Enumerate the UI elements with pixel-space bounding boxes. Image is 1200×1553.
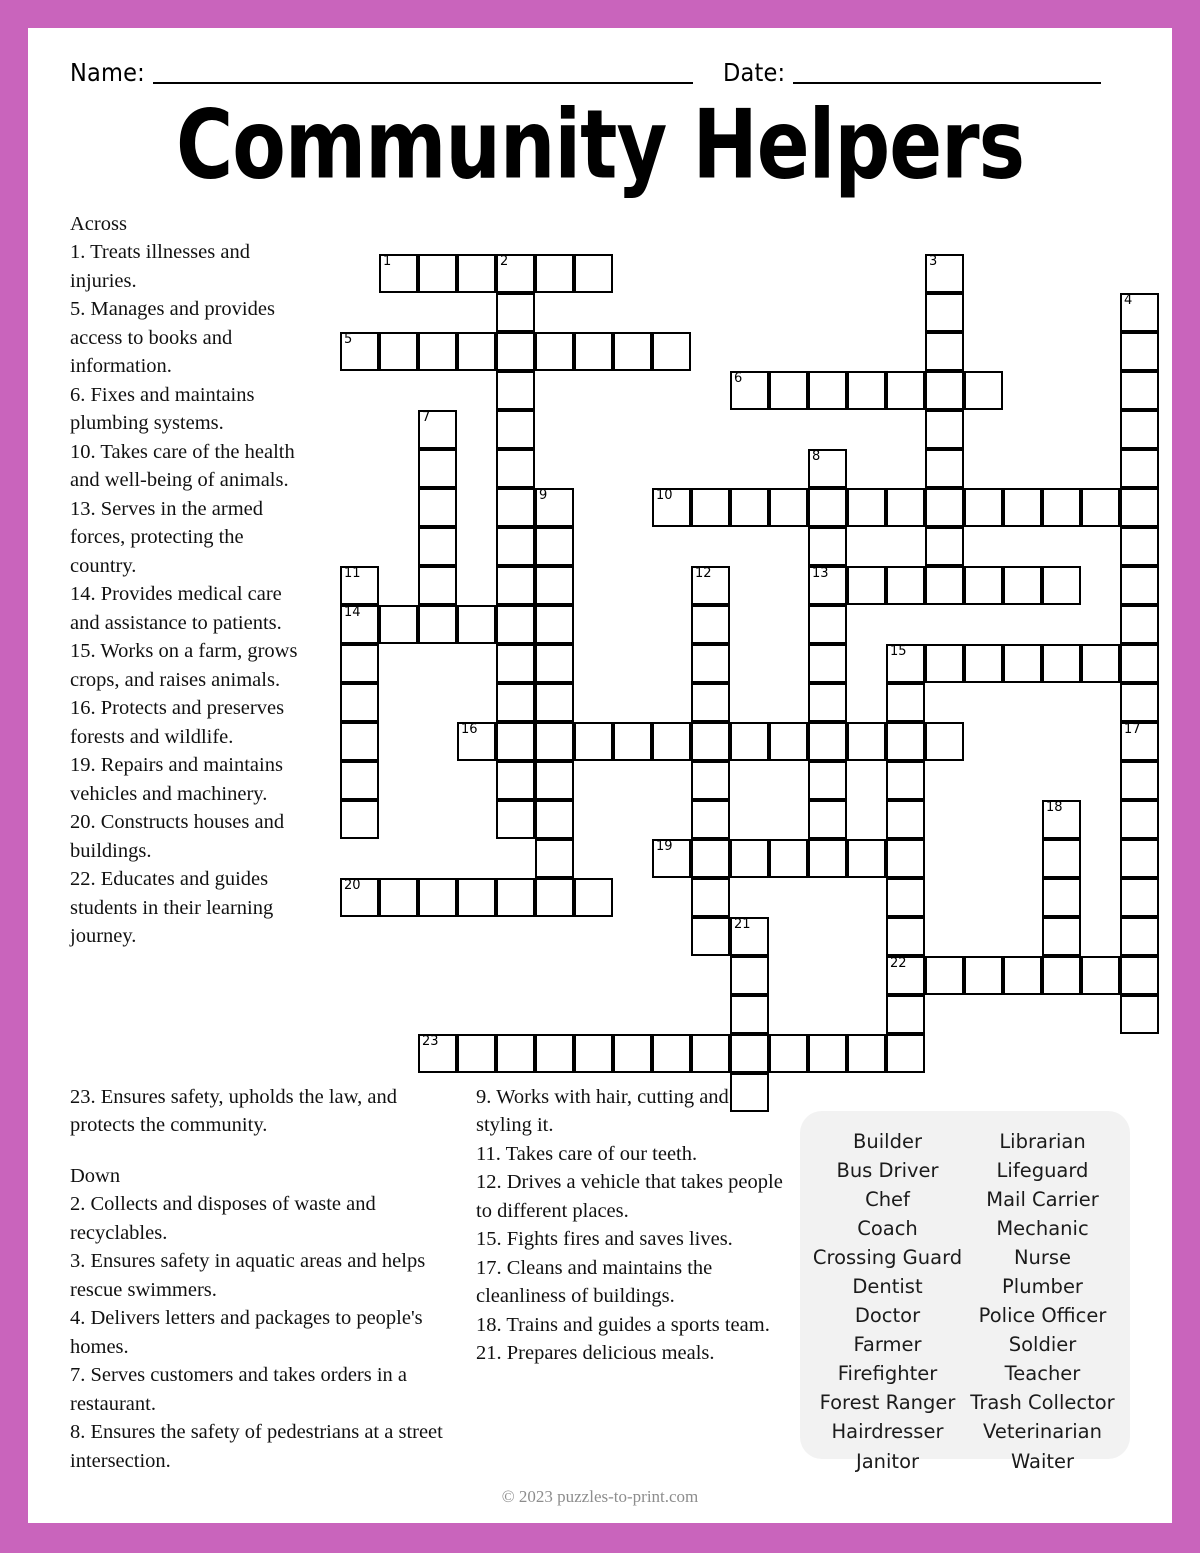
crossword-cell[interactable] bbox=[925, 254, 964, 293]
crossword-cell-number: 20 bbox=[344, 878, 361, 893]
crossword-cell[interactable] bbox=[769, 488, 808, 527]
crossword-cell[interactable] bbox=[613, 722, 652, 761]
crossword-cell[interactable] bbox=[535, 254, 574, 293]
crossword-cell[interactable] bbox=[730, 995, 769, 1034]
crossword-cell[interactable] bbox=[379, 605, 418, 644]
across-clue: 13. Serves in the armed forces, protecting the country. bbox=[70, 497, 263, 577]
crossword-cell[interactable] bbox=[886, 839, 925, 878]
crossword-cell[interactable] bbox=[769, 1034, 808, 1073]
crossword-cell[interactable] bbox=[535, 761, 574, 800]
crossword-cell[interactable] bbox=[886, 371, 925, 410]
crossword-cell[interactable] bbox=[808, 1034, 847, 1073]
crossword-cell[interactable] bbox=[925, 332, 964, 371]
crossword-cell[interactable] bbox=[418, 449, 457, 488]
word-bank-item: Teacher bbox=[1004, 1362, 1081, 1386]
crossword-cell[interactable] bbox=[535, 683, 574, 722]
crossword-cell[interactable] bbox=[925, 956, 964, 995]
word-bank-item: Coach bbox=[857, 1217, 918, 1241]
down-clue: 4. Delivers letters and packages to people's homes. bbox=[70, 1307, 423, 1358]
crossword-cell[interactable] bbox=[730, 722, 769, 761]
crossword-cell[interactable] bbox=[379, 254, 418, 293]
crossword-cell[interactable] bbox=[691, 722, 730, 761]
word-bank-item: Soldier bbox=[1008, 1333, 1077, 1357]
crossword-cell[interactable] bbox=[808, 644, 847, 683]
name-input-line[interactable] bbox=[153, 82, 693, 84]
crossword-cell-number: 18 bbox=[1046, 800, 1063, 815]
down-clue: 7. Serves customers and takes orders in a restaurant. bbox=[70, 1364, 408, 1415]
crossword-cell[interactable] bbox=[652, 1034, 691, 1073]
crossword-cell[interactable] bbox=[1120, 878, 1159, 917]
crossword-cell[interactable] bbox=[691, 566, 730, 605]
crossword-cell[interactable] bbox=[1081, 956, 1120, 995]
crossword-cell[interactable] bbox=[886, 917, 925, 956]
crossword-cell[interactable] bbox=[496, 644, 535, 683]
crossword-cell[interactable] bbox=[964, 644, 1003, 683]
crossword-cell[interactable] bbox=[1120, 605, 1159, 644]
word-bank-item: Janitor bbox=[855, 1449, 920, 1473]
crossword-cell[interactable] bbox=[886, 644, 925, 683]
across-clue: 20. Constructs houses and buildings. bbox=[70, 811, 285, 862]
word-bank-item: Police Officer bbox=[978, 1304, 1107, 1328]
crossword-cell[interactable] bbox=[1042, 800, 1081, 839]
crossword-cell[interactable] bbox=[691, 800, 730, 839]
crossword-cell-number: 19 bbox=[656, 839, 673, 854]
crossword-cell[interactable] bbox=[1120, 488, 1159, 527]
crossword-cell[interactable] bbox=[379, 332, 418, 371]
crossword-cell[interactable] bbox=[964, 488, 1003, 527]
crossword-cell[interactable] bbox=[691, 917, 730, 956]
crossword-cell-number: 12 bbox=[695, 566, 712, 581]
crossword-cell[interactable] bbox=[496, 605, 535, 644]
word-bank-item: Nurse bbox=[1013, 1246, 1072, 1270]
crossword-cell[interactable] bbox=[808, 371, 847, 410]
crossword-cell[interactable] bbox=[1120, 839, 1159, 878]
word-bank-item: Plumber bbox=[1002, 1275, 1083, 1299]
crossword-cell[interactable] bbox=[886, 956, 925, 995]
crossword-cell[interactable] bbox=[730, 917, 769, 956]
crossword-cell[interactable] bbox=[1003, 566, 1042, 605]
crossword-cell[interactable] bbox=[496, 566, 535, 605]
crossword-cell[interactable] bbox=[457, 722, 496, 761]
down-clues-list-primary bbox=[70, 1083, 460, 1475]
crossword-cell[interactable] bbox=[652, 839, 691, 878]
crossword-cell[interactable] bbox=[340, 605, 379, 644]
name-label: Name: bbox=[70, 58, 145, 87]
crossword-cell[interactable] bbox=[1042, 878, 1081, 917]
word-bank-column-1 bbox=[810, 1127, 965, 1473]
crossword-cell[interactable] bbox=[496, 293, 535, 332]
down-clue: 9. Works with hair, cutting and styling it. bbox=[476, 1086, 729, 1137]
crossword-cell[interactable] bbox=[1120, 527, 1159, 566]
word-bank-item: Mechanic bbox=[996, 1217, 1089, 1241]
crossword-cell[interactable] bbox=[691, 1034, 730, 1073]
word-bank-item: Bus Driver bbox=[836, 1159, 939, 1183]
crossword-cell[interactable] bbox=[808, 800, 847, 839]
crossword-cell[interactable] bbox=[418, 566, 457, 605]
word-bank-item: Crossing Guard bbox=[812, 1246, 963, 1270]
crossword-cell-number: 13 bbox=[812, 566, 829, 581]
crossword-cell-number: 5 bbox=[344, 332, 353, 347]
down-clue: 21. Prepares delicious meals. bbox=[476, 1342, 715, 1365]
crossword-cell[interactable] bbox=[340, 761, 379, 800]
crossword-cell[interactable] bbox=[769, 371, 808, 410]
word-bank-item: Hairdresser bbox=[831, 1420, 944, 1444]
down-clue: 8. Ensures the safety of pedestrians at a street intersection. bbox=[70, 1421, 443, 1472]
crossword-grid[interactable] bbox=[312, 226, 1172, 1056]
crossword-cell[interactable] bbox=[418, 410, 457, 449]
crossword-cell-number: 23 bbox=[422, 1034, 439, 1049]
crossword-cell[interactable] bbox=[886, 995, 925, 1034]
crossword-cell[interactable] bbox=[1120, 371, 1159, 410]
crossword-cell[interactable] bbox=[457, 878, 496, 917]
date-label: Date: bbox=[722, 58, 786, 87]
crossword-cell[interactable] bbox=[925, 644, 964, 683]
crossword-cell[interactable] bbox=[925, 293, 964, 332]
crossword-cell[interactable] bbox=[925, 527, 964, 566]
down-heading: Down bbox=[70, 1164, 121, 1187]
crossword-cell[interactable] bbox=[1120, 722, 1159, 761]
word-bank-item: Dentist bbox=[852, 1275, 923, 1299]
crossword-cell[interactable] bbox=[535, 644, 574, 683]
crossword-cell[interactable] bbox=[535, 566, 574, 605]
crossword-cell[interactable] bbox=[535, 878, 574, 917]
crossword-cell[interactable] bbox=[886, 878, 925, 917]
crossword-cell[interactable] bbox=[574, 722, 613, 761]
word-bank-item: Chef bbox=[865, 1188, 910, 1212]
crossword-cell[interactable] bbox=[808, 566, 847, 605]
crossword-cell[interactable] bbox=[652, 722, 691, 761]
clue-spacer bbox=[70, 1140, 460, 1162]
crossword-cell[interactable] bbox=[925, 566, 964, 605]
crossword-cell[interactable] bbox=[418, 527, 457, 566]
crossword-cell[interactable] bbox=[652, 332, 691, 371]
crossword-cell[interactable] bbox=[1042, 566, 1081, 605]
crossword-cell[interactable] bbox=[964, 566, 1003, 605]
crossword-cell[interactable] bbox=[496, 449, 535, 488]
crossword-cell[interactable] bbox=[1120, 410, 1159, 449]
name-date-row bbox=[70, 60, 1130, 87]
crossword-cell[interactable] bbox=[808, 527, 847, 566]
crossword-cell[interactable] bbox=[847, 488, 886, 527]
word-bank-item: Lifeguard bbox=[996, 1159, 1089, 1183]
crossword-cell[interactable] bbox=[847, 722, 886, 761]
crossword-cell-number: 9 bbox=[539, 488, 548, 503]
crossword-cell[interactable] bbox=[691, 605, 730, 644]
crossword-cell[interactable] bbox=[496, 332, 535, 371]
crossword-cell[interactable] bbox=[418, 488, 457, 527]
crossword-cell[interactable] bbox=[1120, 644, 1159, 683]
crossword-cell[interactable] bbox=[496, 371, 535, 410]
crossword-cell[interactable] bbox=[535, 1034, 574, 1073]
date-input-line[interactable] bbox=[793, 82, 1101, 84]
crossword-cell[interactable] bbox=[418, 878, 457, 917]
word-bank-item: Veterinarian bbox=[983, 1420, 1102, 1444]
crossword-cell[interactable] bbox=[535, 605, 574, 644]
crossword-cell[interactable] bbox=[730, 839, 769, 878]
down-clue: 11. Takes care of our teeth. bbox=[476, 1142, 698, 1165]
crossword-cell[interactable] bbox=[847, 839, 886, 878]
crossword-cell[interactable] bbox=[535, 488, 574, 527]
crossword-cell[interactable] bbox=[808, 683, 847, 722]
crossword-cell[interactable] bbox=[340, 800, 379, 839]
crossword-cell[interactable] bbox=[691, 839, 730, 878]
crossword-cell[interactable] bbox=[1120, 995, 1159, 1034]
crossword-cell-number: 2 bbox=[500, 254, 509, 269]
crossword-cell[interactable] bbox=[496, 800, 535, 839]
word-bank-item: Firefighter bbox=[837, 1362, 938, 1386]
down-clue: 18. Trains and guides a sports team. bbox=[476, 1313, 770, 1336]
crossword-cell-number: 16 bbox=[461, 722, 478, 737]
across-clue: 16. Protects and preserves forests and wildlife. bbox=[70, 697, 285, 748]
crossword-cell-number: 1 bbox=[383, 254, 392, 269]
crossword-cell[interactable] bbox=[340, 332, 379, 371]
across-clue: 15. Works on a farm, grows crops, and raises animals. bbox=[70, 640, 298, 691]
across-clue: 5. Manages and provides access to books and information. bbox=[70, 298, 275, 378]
crossword-cell[interactable] bbox=[886, 800, 925, 839]
crossword-cell[interactable] bbox=[535, 527, 574, 566]
crossword-cell[interactable] bbox=[652, 488, 691, 527]
crossword-cell[interactable] bbox=[496, 683, 535, 722]
crossword-cell[interactable] bbox=[418, 605, 457, 644]
crossword-cell[interactable] bbox=[1120, 800, 1159, 839]
crossword-cell[interactable] bbox=[925, 410, 964, 449]
crossword-cell[interactable] bbox=[1042, 488, 1081, 527]
word-bank-item: Waiter bbox=[1010, 1449, 1075, 1473]
word-bank-item: Librarian bbox=[999, 1130, 1086, 1153]
crossword-cell[interactable] bbox=[1081, 644, 1120, 683]
crossword-cell[interactable] bbox=[1042, 956, 1081, 995]
across-clues-list bbox=[70, 210, 312, 951]
word-bank bbox=[800, 1111, 1130, 1473]
word-bank-item: Mail Carrier bbox=[986, 1188, 1099, 1212]
down-clue: 17. Cleans and maintains the cleanliness of buildings. bbox=[476, 1256, 713, 1308]
crossword-cell[interactable] bbox=[379, 878, 418, 917]
crossword-cell[interactable] bbox=[496, 410, 535, 449]
across-clue: 6. Fixes and maintains plumbing systems. bbox=[70, 383, 255, 435]
crossword-cell[interactable] bbox=[1003, 488, 1042, 527]
crossword-cell[interactable] bbox=[808, 605, 847, 644]
word-bank-column-2 bbox=[965, 1127, 1120, 1473]
crossword-cell-number: 10 bbox=[656, 488, 673, 503]
crossword-cell[interactable] bbox=[691, 488, 730, 527]
crossword-cell[interactable] bbox=[730, 488, 769, 527]
crossword-cell-number: 3 bbox=[929, 254, 938, 269]
crossword-cell[interactable] bbox=[418, 332, 457, 371]
crossword-cell[interactable] bbox=[496, 722, 535, 761]
crossword-cell[interactable] bbox=[1120, 683, 1159, 722]
crossword-cell[interactable] bbox=[1120, 293, 1159, 332]
crossword-cell[interactable] bbox=[457, 332, 496, 371]
crossword-cell[interactable] bbox=[808, 449, 847, 488]
crossword-cell-number: 8 bbox=[812, 449, 821, 464]
crossword-cell[interactable] bbox=[808, 722, 847, 761]
across-clue: 10. Takes care of the health and well-being of animals. bbox=[70, 440, 295, 492]
crossword-cell[interactable] bbox=[457, 1034, 496, 1073]
crossword-cell[interactable] bbox=[847, 371, 886, 410]
crossword-cell[interactable] bbox=[535, 332, 574, 371]
crossword-cell[interactable] bbox=[535, 722, 574, 761]
crossword-cell[interactable] bbox=[730, 956, 769, 995]
crossword-cell[interactable] bbox=[1120, 332, 1159, 371]
crossword-cell[interactable] bbox=[574, 332, 613, 371]
crossword-cell[interactable] bbox=[613, 1034, 652, 1073]
crossword-cell[interactable] bbox=[847, 1034, 886, 1073]
crossword-cell[interactable] bbox=[574, 254, 613, 293]
down-clue: 15. Fights fires and saves lives. bbox=[476, 1228, 733, 1251]
crossword-cell[interactable] bbox=[496, 254, 535, 293]
crossword-cell[interactable] bbox=[613, 332, 652, 371]
crossword-cell[interactable] bbox=[964, 956, 1003, 995]
down-clue: 3. Ensures safety in aquatic areas and helps rescue swimmers. bbox=[70, 1250, 426, 1301]
crossword-cell[interactable] bbox=[340, 644, 379, 683]
crossword-cell[interactable] bbox=[730, 371, 769, 410]
crossword-cell[interactable] bbox=[574, 1034, 613, 1073]
crossword-cell[interactable] bbox=[886, 566, 925, 605]
crossword-cell-number: 11 bbox=[344, 566, 361, 581]
word-bank-item: Trash Collector bbox=[970, 1391, 1115, 1415]
crossword-cell[interactable] bbox=[730, 1073, 769, 1112]
crossword-cell[interactable] bbox=[691, 644, 730, 683]
crossword-cell-number: 21 bbox=[734, 917, 751, 932]
page-title: Community Helpers bbox=[175, 90, 1024, 201]
crossword-cell[interactable] bbox=[496, 1034, 535, 1073]
crossword-cell[interactable] bbox=[1120, 449, 1159, 488]
crossword-cell[interactable] bbox=[769, 722, 808, 761]
crossword-cell[interactable] bbox=[886, 722, 925, 761]
across-clue: 19. Repairs and maintains vehicles and machinery. bbox=[70, 754, 283, 805]
word-bank-item: Builder bbox=[853, 1130, 922, 1153]
crossword-cell[interactable] bbox=[1120, 566, 1159, 605]
crossword-cell[interactable] bbox=[691, 761, 730, 800]
crossword-cell[interactable] bbox=[1042, 917, 1081, 956]
crossword-cell-number: 17 bbox=[1124, 722, 1141, 737]
crossword-cell[interactable] bbox=[418, 254, 457, 293]
word-bank-item: Forest Ranger bbox=[819, 1391, 956, 1415]
crossword-cell[interactable] bbox=[730, 1034, 769, 1073]
down-clue: 12. Drives a vehicle that takes people to different places. bbox=[476, 1171, 783, 1222]
crossword-cell-number: 15 bbox=[890, 644, 907, 659]
crossword-cell[interactable] bbox=[1081, 488, 1120, 527]
crossword-cell[interactable] bbox=[496, 488, 535, 527]
crossword-cell[interactable] bbox=[691, 683, 730, 722]
crossword-cell[interactable] bbox=[847, 566, 886, 605]
crossword-cell[interactable] bbox=[496, 878, 535, 917]
across-clue: 23. Ensures safety, upholds the law, and protects the community. bbox=[70, 1086, 397, 1137]
word-bank-item: Farmer bbox=[853, 1333, 922, 1357]
crossword-cell-number: 22 bbox=[890, 956, 907, 971]
crossword-cell[interactable] bbox=[1003, 644, 1042, 683]
crossword-cell[interactable] bbox=[769, 839, 808, 878]
word-bank-item: Doctor bbox=[854, 1304, 921, 1328]
crossword-cell[interactable] bbox=[574, 878, 613, 917]
crossword-cell[interactable] bbox=[340, 878, 379, 917]
crossword-cell[interactable] bbox=[1003, 956, 1042, 995]
crossword-cell[interactable] bbox=[925, 371, 964, 410]
footer-copyright: © 2023 puzzles-to-print.com bbox=[501, 1487, 699, 1506]
down-clues-list-secondary bbox=[476, 1083, 786, 1368]
crossword-cell[interactable] bbox=[886, 1034, 925, 1073]
down-clue: 2. Collects and disposes of waste and recyclables. bbox=[70, 1193, 376, 1244]
crossword-cell[interactable] bbox=[925, 488, 964, 527]
across-clue: 1. Treats illnesses and injuries. bbox=[70, 241, 250, 292]
crossword-cell[interactable] bbox=[964, 371, 1003, 410]
crossword-cell[interactable] bbox=[340, 683, 379, 722]
across-heading: Across bbox=[70, 213, 127, 235]
crossword-cell[interactable] bbox=[1120, 761, 1159, 800]
crossword-cell[interactable] bbox=[1042, 839, 1081, 878]
across-clue: 14. Provides medical care and assistance to patients. bbox=[70, 583, 282, 634]
crossword-cell[interactable] bbox=[1042, 644, 1081, 683]
crossword-cell[interactable] bbox=[808, 839, 847, 878]
crossword-cell[interactable] bbox=[1120, 956, 1159, 995]
crossword-cell[interactable] bbox=[808, 488, 847, 527]
worksheet-sheet bbox=[28, 28, 1172, 1523]
crossword-cell[interactable] bbox=[886, 488, 925, 527]
crossword-cell[interactable] bbox=[535, 800, 574, 839]
crossword-cell-number: 6 bbox=[734, 371, 743, 386]
crossword-cell[interactable] bbox=[418, 1034, 457, 1073]
across-clue: 22. Educates and guides students in their learning journey. bbox=[70, 868, 274, 948]
crossword-cell-number: 4 bbox=[1124, 293, 1133, 308]
crossword-cell[interactable] bbox=[496, 527, 535, 566]
crossword-cell[interactable] bbox=[340, 566, 379, 605]
crossword-cell[interactable] bbox=[496, 761, 535, 800]
crossword-cell[interactable] bbox=[457, 605, 496, 644]
crossword-cell-number: 14 bbox=[344, 605, 361, 620]
crossword-cell[interactable] bbox=[691, 878, 730, 917]
crossword-cell[interactable] bbox=[886, 761, 925, 800]
crossword-cell[interactable] bbox=[457, 254, 496, 293]
crossword-cell[interactable] bbox=[1120, 917, 1159, 956]
crossword-cell[interactable] bbox=[886, 683, 925, 722]
crossword-cell[interactable] bbox=[340, 722, 379, 761]
crossword-cell[interactable] bbox=[925, 449, 964, 488]
crossword-cell[interactable] bbox=[925, 722, 964, 761]
crossword-cell[interactable] bbox=[535, 839, 574, 878]
crossword-cell[interactable] bbox=[808, 761, 847, 800]
crossword-cell-number: 7 bbox=[422, 410, 431, 425]
